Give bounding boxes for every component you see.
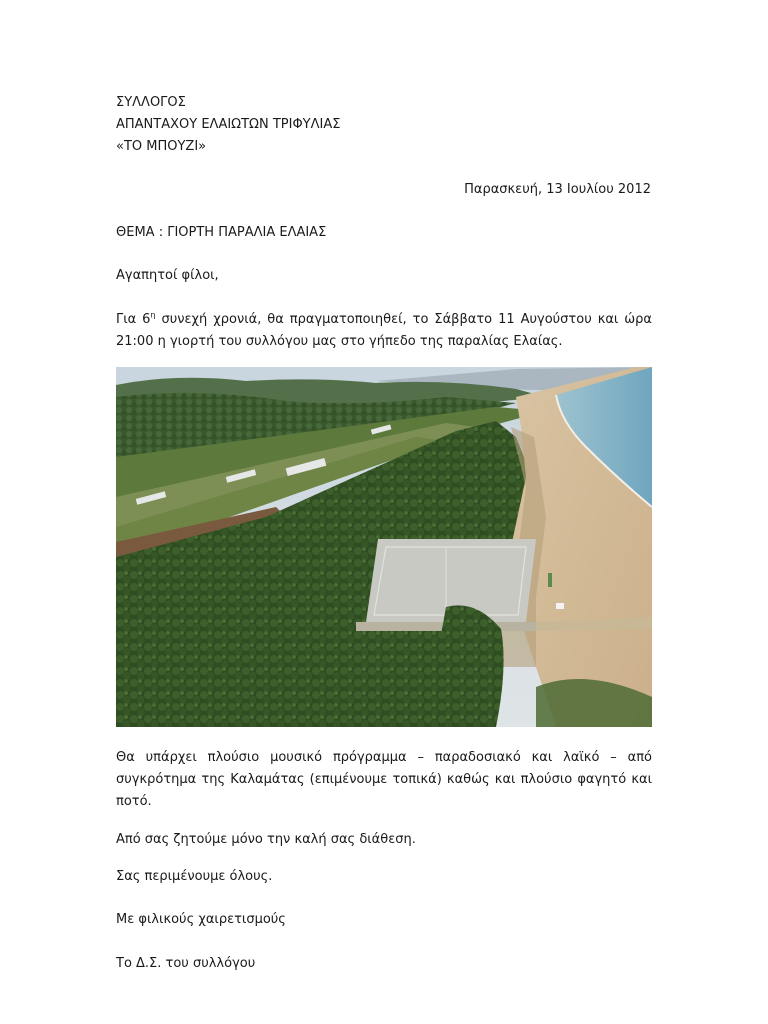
- paragraph-line: συγκρότημα της Καλαμάτας (επιμένουμε τοπικά) καθώς και πλούσιο φαγητό και: [116, 772, 652, 787]
- text-run: συνεχή χρονιά, θα πραγματοποιηθεί, το Σάββατο 11 Αυγούστου και ώρα: [155, 312, 652, 327]
- letter-subject: ΘΕΜΑ : ΓΙΟΡΤΗ ΠΑΡΑΛΙΑ ΕΛΑΙΑΣ: [116, 225, 327, 240]
- paragraph-request: Από σας ζητούμε μόνο την καλή σας διάθεση.: [116, 832, 416, 847]
- paragraph-event-announcement: [116, 309, 652, 353]
- letter-closing: Με φιλικούς χαιρετισμούς: [116, 912, 286, 927]
- paragraph-line: [116, 309, 652, 331]
- org-name-line1: ΣΥΛΛΟΓΟΣ: [116, 95, 186, 110]
- ordinal-superscript: η: [150, 310, 156, 320]
- paragraph-line: Θα υπάρχει πλούσιο μουσικό πρόγραμμα – παραδοσιακό και λαϊκό – από: [116, 750, 652, 765]
- text-run: Για 6: [116, 312, 151, 327]
- organization-header: [116, 92, 340, 158]
- beach-aerial-photo: [116, 367, 652, 727]
- beach-aerial-illustration: [116, 367, 652, 727]
- org-name-line2: ΑΠΑΝΤΑΧΟΥ ΕΛΑΙΩΤΩΝ ΤΡΙΦΥΛΙΑΣ: [116, 117, 341, 132]
- paragraph-program-details: [116, 747, 652, 813]
- paragraph-invitation: Σας περιμένουμε όλους.: [116, 869, 273, 884]
- letter-signature: Το Δ.Σ. του συλλόγου: [116, 956, 256, 971]
- org-name-line3: «ΤΟ ΜΠΟΥΖΙ»: [116, 139, 207, 154]
- letter-date: Παρασκευή, 13 Ιουλίου 2012: [464, 182, 651, 197]
- letter-greeting: Αγαπητοί φίλοι,: [116, 268, 219, 283]
- paragraph-line: ποτό.: [116, 794, 152, 809]
- paragraph-line: 21:00 η γιορτή του συλλόγου μας στο γήπεδο της παραλίας Ελαίας.: [116, 334, 563, 349]
